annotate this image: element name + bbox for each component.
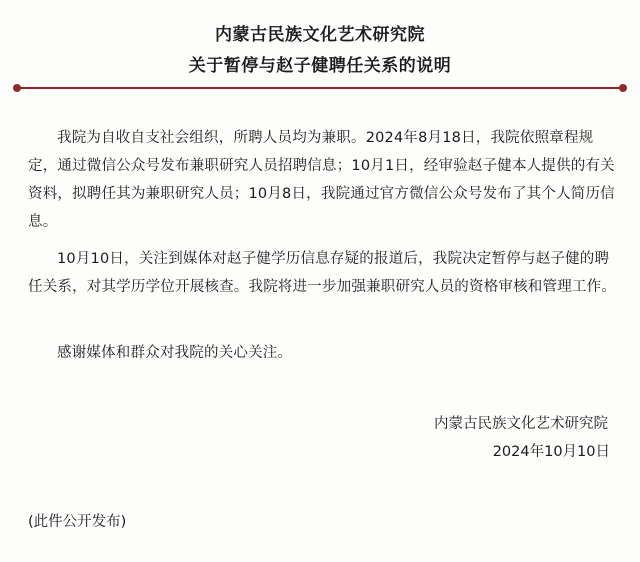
document-title-subject: 关于暂停与赵子健聘任关系的说明 xyxy=(188,56,452,76)
divider-left-dot xyxy=(13,84,21,92)
publication-note: (此件公开发布) xyxy=(28,514,127,530)
divider-right-dot xyxy=(619,84,627,92)
document-title-organization: 内蒙古民族文化艺术研究院 xyxy=(215,25,425,45)
body-paragraph-1: 我院为自收自支社会组织，所聘人员均为兼职。2024年8月18日，我院依照章程规定，通过微信公众号发布兼职研究人员招聘信息；10月1日，经审验赵子健本人提供的有关资料，拟聘任其为兼职研究人员；10月8日，我院通过官方微信公众号发布了其个人简历信息。 xyxy=(28,130,615,230)
header-divider xyxy=(17,87,623,89)
body-paragraph-2: 10月10日，关注到媒体对赵子健学历信息存疑的报道后，我院决定暂停与赵子健的聘任关系，对其学历学位开展核查。我院将进一步加强兼职研究人员的资格审核和管理工作。 xyxy=(28,251,616,295)
signature-organization: 内蒙古民族文化艺术研究院 xyxy=(434,416,608,432)
body-paragraph-3: 感谢媒体和群众对我院的关心关注。 xyxy=(57,345,293,361)
signature-date: 2024年10月10日 xyxy=(492,444,610,460)
